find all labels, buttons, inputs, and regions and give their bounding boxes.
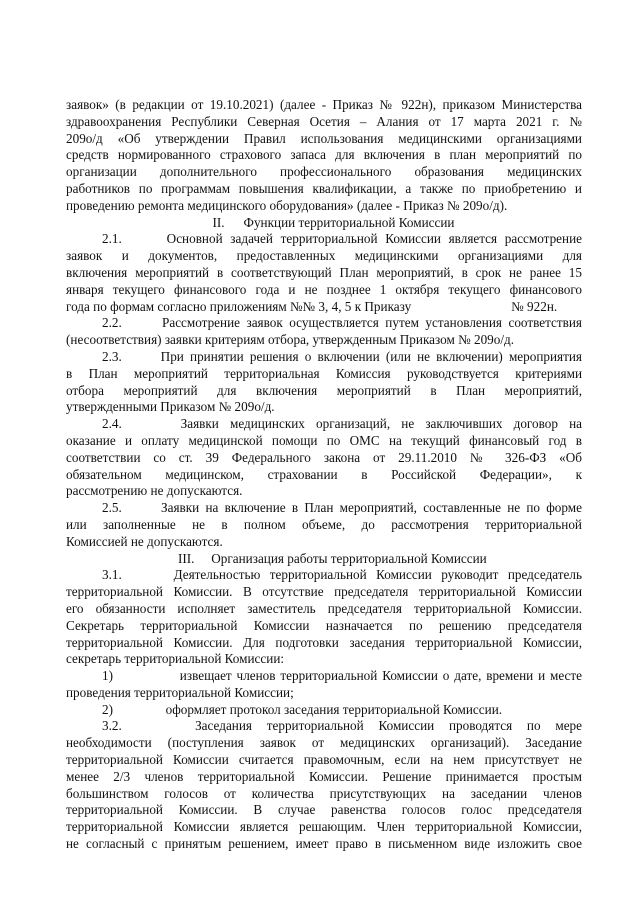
paragraph-2-3 xyxy=(66,349,582,416)
text-line: 2.2. Рассмотрение заявок осуществляется путем установления соответствия xyxy=(102,315,582,331)
list-item-1 xyxy=(66,668,582,702)
paragraph-2-5 xyxy=(66,500,582,550)
paragraph-3-2 xyxy=(66,718,582,852)
list-number: 1) xyxy=(102,668,113,684)
text-line: территориальной Комиссии является решающим. Член территориальной Комиссии, xyxy=(66,819,582,835)
text-line: Секретарь территориальной Комиссии назначается по решению председателя xyxy=(66,617,582,633)
text-line: или заполненные не в полном объеме, до рассмотрения территориальной xyxy=(66,516,582,532)
text-line: в План мероприятий территориальная Комиссия руководствуется критериями xyxy=(66,365,582,381)
text-line: здравоохранения Республики Северная Осетия – Алания от 17 марта 2021 г. № xyxy=(66,113,582,129)
text-line: заявок и документов, предоставленных медицинскими организациями для xyxy=(66,248,582,264)
paragraph-3-1 xyxy=(66,567,582,668)
text-line: 2.4. Заявки медицинских организаций, не заключивших договор на xyxy=(102,416,582,432)
text-line: большинством голосов от количества присутствующих на заседании членов xyxy=(66,785,582,801)
text-line: его обязанности исполняет заместитель председателя территориальной Комиссии. xyxy=(66,600,582,616)
paragraph-number: 2.5. xyxy=(102,500,122,516)
text-line: рассмотрению не допускаются. xyxy=(66,483,243,499)
list-item-2 xyxy=(66,702,582,719)
paragraph-number: 2.1. xyxy=(102,231,122,247)
text-line: секретарь территориальной Комиссии: xyxy=(66,651,285,667)
text-line: территориальной Комиссии. Для подготовки заседания территориальной Комиссии, xyxy=(66,634,582,650)
paragraph-number: 2.4. xyxy=(102,416,122,432)
text-line: обязательном медицинском, страховании в Российской Федерации», к xyxy=(66,466,582,482)
text-line: соответствии со ст. 39 Федерального закона от 29.11.2010 № 326-ФЗ «Об xyxy=(66,449,582,465)
section-heading-3 xyxy=(66,551,582,568)
section-heading-2 xyxy=(66,215,582,232)
paragraph-2-1 xyxy=(66,231,582,315)
text-line: территориальной Комиссии. В случае равенства голосов голос председателя xyxy=(66,802,582,818)
text-line: 3.2. Заседания территориальной Комиссии проводятся по мере xyxy=(102,718,582,734)
text-line: включения мероприятий в соответствующий План мероприятий, в срок не ранее 15 xyxy=(66,264,582,280)
text-line: территориальной Комиссии считается правомочным, если на нем присутствует не xyxy=(66,752,582,768)
text-line: 2.1. Основной задачей территориальной Комиссии является рассмотрение xyxy=(102,231,583,247)
text-line: оказание и оплату медицинской помощи по ОМС на текущий финансовый год в xyxy=(66,432,582,448)
section-title: Функции территориальной Комиссии xyxy=(243,214,455,230)
text-line: января текущего финансового года и не позднее 1 октября текущего финансового xyxy=(66,281,582,297)
text-line: 1) извещает членов территориальной Комиссии о дате, времени и месте xyxy=(102,668,583,684)
section-number: III. xyxy=(177,550,195,566)
paragraph-intro xyxy=(66,97,582,215)
paragraph-number: 3.2. xyxy=(102,718,122,734)
text-line: заявок» (в редакции от 19.10.2021) (далее - Приказ № 922н), приказом Министерства xyxy=(66,97,582,112)
text-line: отбора мероприятий для включения мероприятий в План мероприятий, xyxy=(66,382,582,398)
paragraph-number: 3.1. xyxy=(102,567,122,583)
list-number: 2) xyxy=(102,701,113,717)
text-line: проведению ремонта медицинского оборудования» (далее - Приказ № 209о/д). xyxy=(66,197,508,213)
paragraph-2-2 xyxy=(66,315,582,349)
text-line: Комиссией не допускаются. xyxy=(66,533,223,549)
text-line: не согласный с принятым решением, имеет право в письменном виде изложить свое xyxy=(66,836,582,852)
text-line: 3.1. Деятельностью территориальной Комиссии руководит председатель xyxy=(102,567,582,583)
text-line: 2) оформляет протокол заседания территориальной Комиссии. xyxy=(102,701,503,717)
text-line: проведения территориальной Комиссии; xyxy=(66,684,294,700)
paragraph-number: 2.3. xyxy=(102,348,122,364)
text-line: территориальной Комиссии. В отсутствие председателя территориальной Комиссии xyxy=(66,584,582,600)
text-line: 209о/д «Об утверждении Правил использования медицинскими организациями xyxy=(66,130,582,146)
document-page xyxy=(66,97,582,853)
paragraph-number: 2.2. xyxy=(102,315,122,331)
paragraph-2-4 xyxy=(66,416,582,500)
text-line: утвержденными Приказом № 209о/д. xyxy=(66,399,275,415)
text-line: организации дополнительного профессионального образования медицинских xyxy=(66,164,582,180)
text-line: работников по программам повышения квалификации, а также по приобретению и xyxy=(66,180,582,196)
section-title: Организация работы территориальной Комиссии xyxy=(211,550,487,566)
text-line: 2.5. Заявки на включение в План мероприятий, составленные не по форме xyxy=(102,500,582,516)
text-line: (несоответствия) заявки критериям отбора, утвержденным Приказом № 209о/д. xyxy=(66,332,515,348)
text-line: 2.3. При принятии решения о включении (или не включении) мероприятия xyxy=(102,348,582,364)
text-line: года по формам согласно приложениям №№ 3, 4, 5 к Приказу № 922н. xyxy=(66,298,558,314)
text-line: средств нормированного страхового запаса для включения в план мероприятий по xyxy=(66,147,582,163)
text-line: необходимости (поступления заявок от медицинских организаций). Заседание xyxy=(66,735,582,751)
text-line: менее 2/3 членов территориальной Комиссии. Решение принимается простым xyxy=(66,768,582,784)
section-number: II. xyxy=(212,214,225,230)
